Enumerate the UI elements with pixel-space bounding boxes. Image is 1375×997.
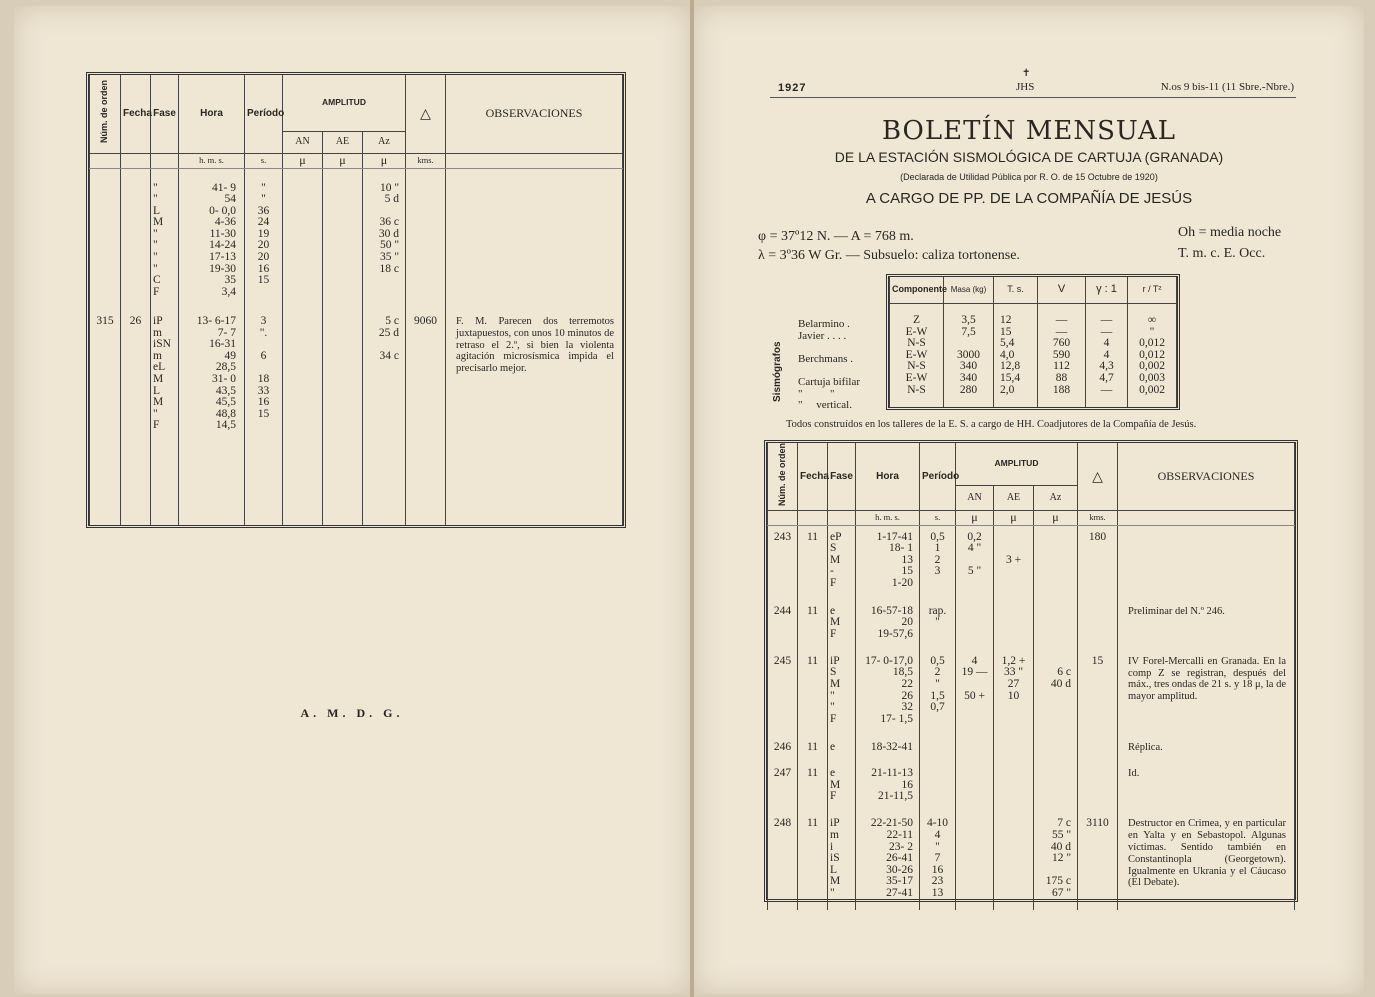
units-row (90, 153, 623, 168)
an-cell: 4 19 — 50 + (956, 650, 994, 736)
az-cell (1034, 736, 1078, 763)
observation-text: Preliminar del N.º 246. (1118, 600, 1295, 650)
fase-cell: eP S M - F (828, 525, 856, 600)
header-fecha: Fecha (121, 75, 151, 153)
fase-cell: iP m iSN m eL M L M " F (151, 316, 179, 525)
unit-an: μ (283, 153, 323, 168)
amdg-motto: A. M. D. G. (300, 706, 404, 720)
ae-cell: 1,2 + 33 " 27 10 (994, 650, 1034, 736)
header-num: Núm. de orden (90, 75, 121, 153)
unit-hora: h. m. s. (856, 510, 920, 525)
observation-text (1118, 525, 1295, 600)
fecha-cell: 11 (798, 650, 828, 736)
ae-cell (994, 600, 1034, 650)
header-hora: Hora (856, 443, 920, 510)
table-row (768, 600, 1295, 650)
table-row (90, 168, 623, 316)
header-az: Az (1034, 485, 1078, 510)
ae-cell (994, 762, 1034, 812)
delta-cell: 3110 (1078, 812, 1118, 910)
inst-header-r: r / T² (1128, 277, 1177, 303)
fecha-cell: 11 (798, 812, 828, 910)
declared-text: (Declarada de Utilidad Pública por R. O. de 15 Octubre de 1920) (900, 172, 1158, 182)
fecha-cell: 26 (121, 316, 151, 525)
table-row (768, 812, 1295, 910)
header-rule (770, 97, 1296, 98)
observation-text: F. M. Parecen dos terremotos juxtapuestos, con unos 10 minutos de retraso el 2.º, si bien la violenta agitación microsísmica impida el precisarlo mejor. (446, 316, 623, 525)
hora-cell: 1-17-41 18- 1 13 15 1-20 (856, 525, 920, 600)
instrument-table-frame (886, 274, 1180, 410)
header-amplitud: AMPLITUD (283, 75, 406, 131)
fase-cell: " " L M " " " " C F (151, 168, 179, 316)
fase-cell: e M F (828, 762, 856, 812)
fecha-cell: 11 (798, 762, 828, 812)
unit-periodo: s. (245, 153, 283, 168)
instrument-table (889, 277, 1177, 407)
num-cell: 246 (768, 736, 798, 763)
coordinates-line-1: φ = 37º12 N. — A = 768 m. (758, 229, 914, 244)
ae-cell (994, 736, 1034, 763)
header-amplitud: AMPLITUD (956, 443, 1078, 485)
inst-header-masa: Masa (kg) (944, 277, 994, 303)
az-cell (1034, 762, 1078, 812)
unit-hora: h. m. s. (179, 153, 245, 168)
ae-cell (994, 812, 1034, 910)
fecha-cell: 11 (798, 600, 828, 650)
fecha-cell: 11 (798, 736, 828, 763)
an-cell (956, 762, 994, 812)
az-cell: 5 c 25 d 34 c (363, 316, 406, 525)
unit-delta: kms. (1078, 510, 1118, 525)
header-ae: AE (323, 131, 363, 153)
header-fecha: Fecha (798, 443, 828, 510)
delta-cell (1078, 600, 1118, 650)
inst-r: ∞ " 0,012 0,012 0,002 0,003 0,002 (1128, 315, 1177, 407)
hora-cell: 21-11-13 16 21-11,5 (856, 762, 920, 812)
charge-text: A CARGO DE PP. DE LA COMPAÑÍA DE JESÚS (865, 190, 1193, 207)
left-page (14, 6, 690, 994)
an-cell (956, 812, 994, 910)
num-cell: 247 (768, 762, 798, 812)
periodo-cell (920, 762, 956, 812)
az-cell: 10 " 5 d 36 c 30 d 50 " 35 " 18 c (363, 168, 406, 316)
table-row (768, 736, 1295, 763)
num-cell: 315 (90, 316, 121, 525)
unit-az: μ (363, 153, 406, 168)
periodo-cell: 3 ". 6 18 33 16 15 (245, 316, 283, 525)
an-cell (956, 600, 994, 650)
right-observations-table-frame (764, 440, 1298, 902)
hora-cell: 16-57-18 20 19-57,6 (856, 600, 920, 650)
header-observaciones: OBSERVACIONES (1118, 443, 1295, 510)
num-cell: 245 (768, 650, 798, 736)
left-observations-table-frame (86, 72, 626, 528)
az-cell (1034, 525, 1078, 600)
delta-cell: 9060 (406, 316, 446, 525)
unit-periodo: s. (920, 510, 956, 525)
ae-cell: 3 + (994, 525, 1034, 600)
table-row (768, 762, 1295, 812)
bulletin-title: BOLETÍN MENSUAL (881, 116, 1177, 146)
periodo-cell: 4-10 4 " 7 16 23 13 (920, 812, 956, 910)
inst-header-vi: γ : 1 (1086, 277, 1128, 303)
sismografos-label: Sismógrafos (772, 341, 783, 402)
an-cell (956, 736, 994, 763)
inst-vi: — — 4 4 4,3 4,7 — (1086, 315, 1128, 407)
observation-text: IV Forel-Mercalli en Granada. En la comp Z se registran, después del máx., tres ondas de 21 s. y 18 μ, la de mayor amplitud. (1118, 650, 1295, 736)
units-row (768, 510, 1295, 525)
instrument-values (890, 315, 1177, 407)
inst-comp: Z E-W N-S E-W N-S E-W N-S (890, 315, 944, 407)
time-note-1: Oh = media noche (1178, 225, 1282, 240)
header-delta: △ (406, 75, 446, 153)
observation-text: Destructor en Crimea, y en particular en Yalta y en Sebastopol. Algunas víctimas. Sentido también en Constantinopla (Georgetown). Igualmente en Ukrania y el Cáucaso (El Debate). (1118, 812, 1295, 910)
header-observaciones: OBSERVACIONES (446, 75, 623, 153)
fase-cell: iP S M " " F (828, 650, 856, 736)
num-cell: 244 (768, 600, 798, 650)
header-fase: Fase (151, 75, 179, 153)
fecha-cell: 11 (798, 525, 828, 600)
header-az: Az (363, 131, 406, 153)
header-num: Núm. de orden (768, 443, 798, 510)
issue-number: N.os 9 bis-11 (11 Sbre.-Nbre.) (1160, 81, 1294, 93)
unit-delta: kms. (406, 153, 446, 168)
fase-cell: e M F (828, 600, 856, 650)
hora-cell: 17- 0-17,0 18,5 22 26 32 17- 1,5 (856, 650, 920, 736)
table-row (768, 650, 1295, 736)
right-page (694, 6, 1364, 994)
jhs-monogram: JHS (1016, 81, 1035, 93)
an-cell: 0,2 4 " 5 " (956, 525, 994, 600)
inst-v: — — 760 590 112 88 188 (1038, 315, 1086, 407)
az-cell: 6 c 40 d (1034, 650, 1078, 736)
delta-cell: 15 (1078, 650, 1118, 736)
az-cell: 7 c 55 " 40 d 12 " 175 c 67 " (1034, 812, 1078, 910)
fase-cell: e (828, 736, 856, 763)
header-periodo: Período (920, 443, 956, 510)
az-cell (1034, 600, 1078, 650)
time-note-2: T. m. c. E. Occ. (1178, 246, 1266, 261)
table-row (90, 316, 623, 525)
header-periodo: Período (245, 75, 283, 153)
delta-cell (1078, 736, 1118, 763)
fase-cell: iP m i iS L M " (828, 812, 856, 910)
num-cell: 243 (768, 525, 798, 600)
periodo-cell: rap. " (920, 600, 956, 650)
bulletin-subtitle: DE LA ESTACIÓN SISMOLÓGICA DE CARTUJA (GRANADA) (834, 149, 1224, 165)
observation-text: Id. (1118, 762, 1295, 812)
hora-cell: 22-21-50 22-11 23- 2 26-41 30-26 35-17 27-41 (856, 812, 920, 910)
inst-header-t: T. s. (994, 277, 1038, 303)
inst-header-componente: Componente (890, 277, 944, 303)
right-observations-table (767, 443, 1295, 910)
unit-az: μ (1034, 510, 1078, 525)
observation-text: Réplica. (1118, 736, 1295, 763)
periodo-cell: 0,5 2 " 1,5 0,7 (920, 650, 956, 736)
inst-header-v: V (1038, 277, 1086, 303)
coordinates-line-2: λ = 3º36 W Gr. — Subsuelo: caliza tortonense. (758, 248, 1020, 263)
left-observations-table (89, 75, 623, 525)
constructed-note: Todos construídos en los talleres de la E. S. a cargo de HH. Coadjutores de la Compañía de Jesús. (786, 419, 1197, 430)
periodo-cell (920, 736, 956, 763)
hora-cell: 13- 6-17 7- 7 16-31 49 28,5 31- 0 43,5 45,5 48,8 14,5 (179, 316, 245, 525)
year: 1927 (778, 82, 807, 94)
table-row (768, 525, 1295, 600)
delta-cell: 180 (1078, 525, 1118, 600)
inst-t: 12 15 5,4 4,0 12,8 15,4 2,0 (994, 315, 1038, 407)
cross-icon: ✝ (1022, 68, 1031, 79)
num-cell: 248 (768, 812, 798, 910)
unit-an: μ (956, 510, 994, 525)
header-an: AN (283, 131, 323, 153)
periodo-cell: 0,5 1 2 3 (920, 525, 956, 600)
header-fase: Fase (828, 443, 856, 510)
unit-ae: μ (994, 510, 1034, 525)
header-an: AN (956, 485, 994, 510)
delta-cell (1078, 762, 1118, 812)
header-ae: AE (994, 485, 1034, 510)
header-hora: Hora (179, 75, 245, 153)
hora-cell: 41- 9 54 0- 0,0 4-36 11-30 14-24 17-13 19-30 35 3,4 (179, 168, 245, 316)
instrument-names: Belarmino . Javier . . . . Berchmans . Cartuja bifilar " " " vertical. (798, 318, 861, 412)
header-delta: △ (1078, 443, 1118, 510)
periodo-cell: " " 36 24 19 20 20 16 15 (245, 168, 283, 316)
hora-cell: 18-32-41 (856, 736, 920, 763)
unit-ae: μ (323, 153, 363, 168)
inst-masa: 3,5 7,5 3000 340 340 280 (944, 315, 994, 407)
